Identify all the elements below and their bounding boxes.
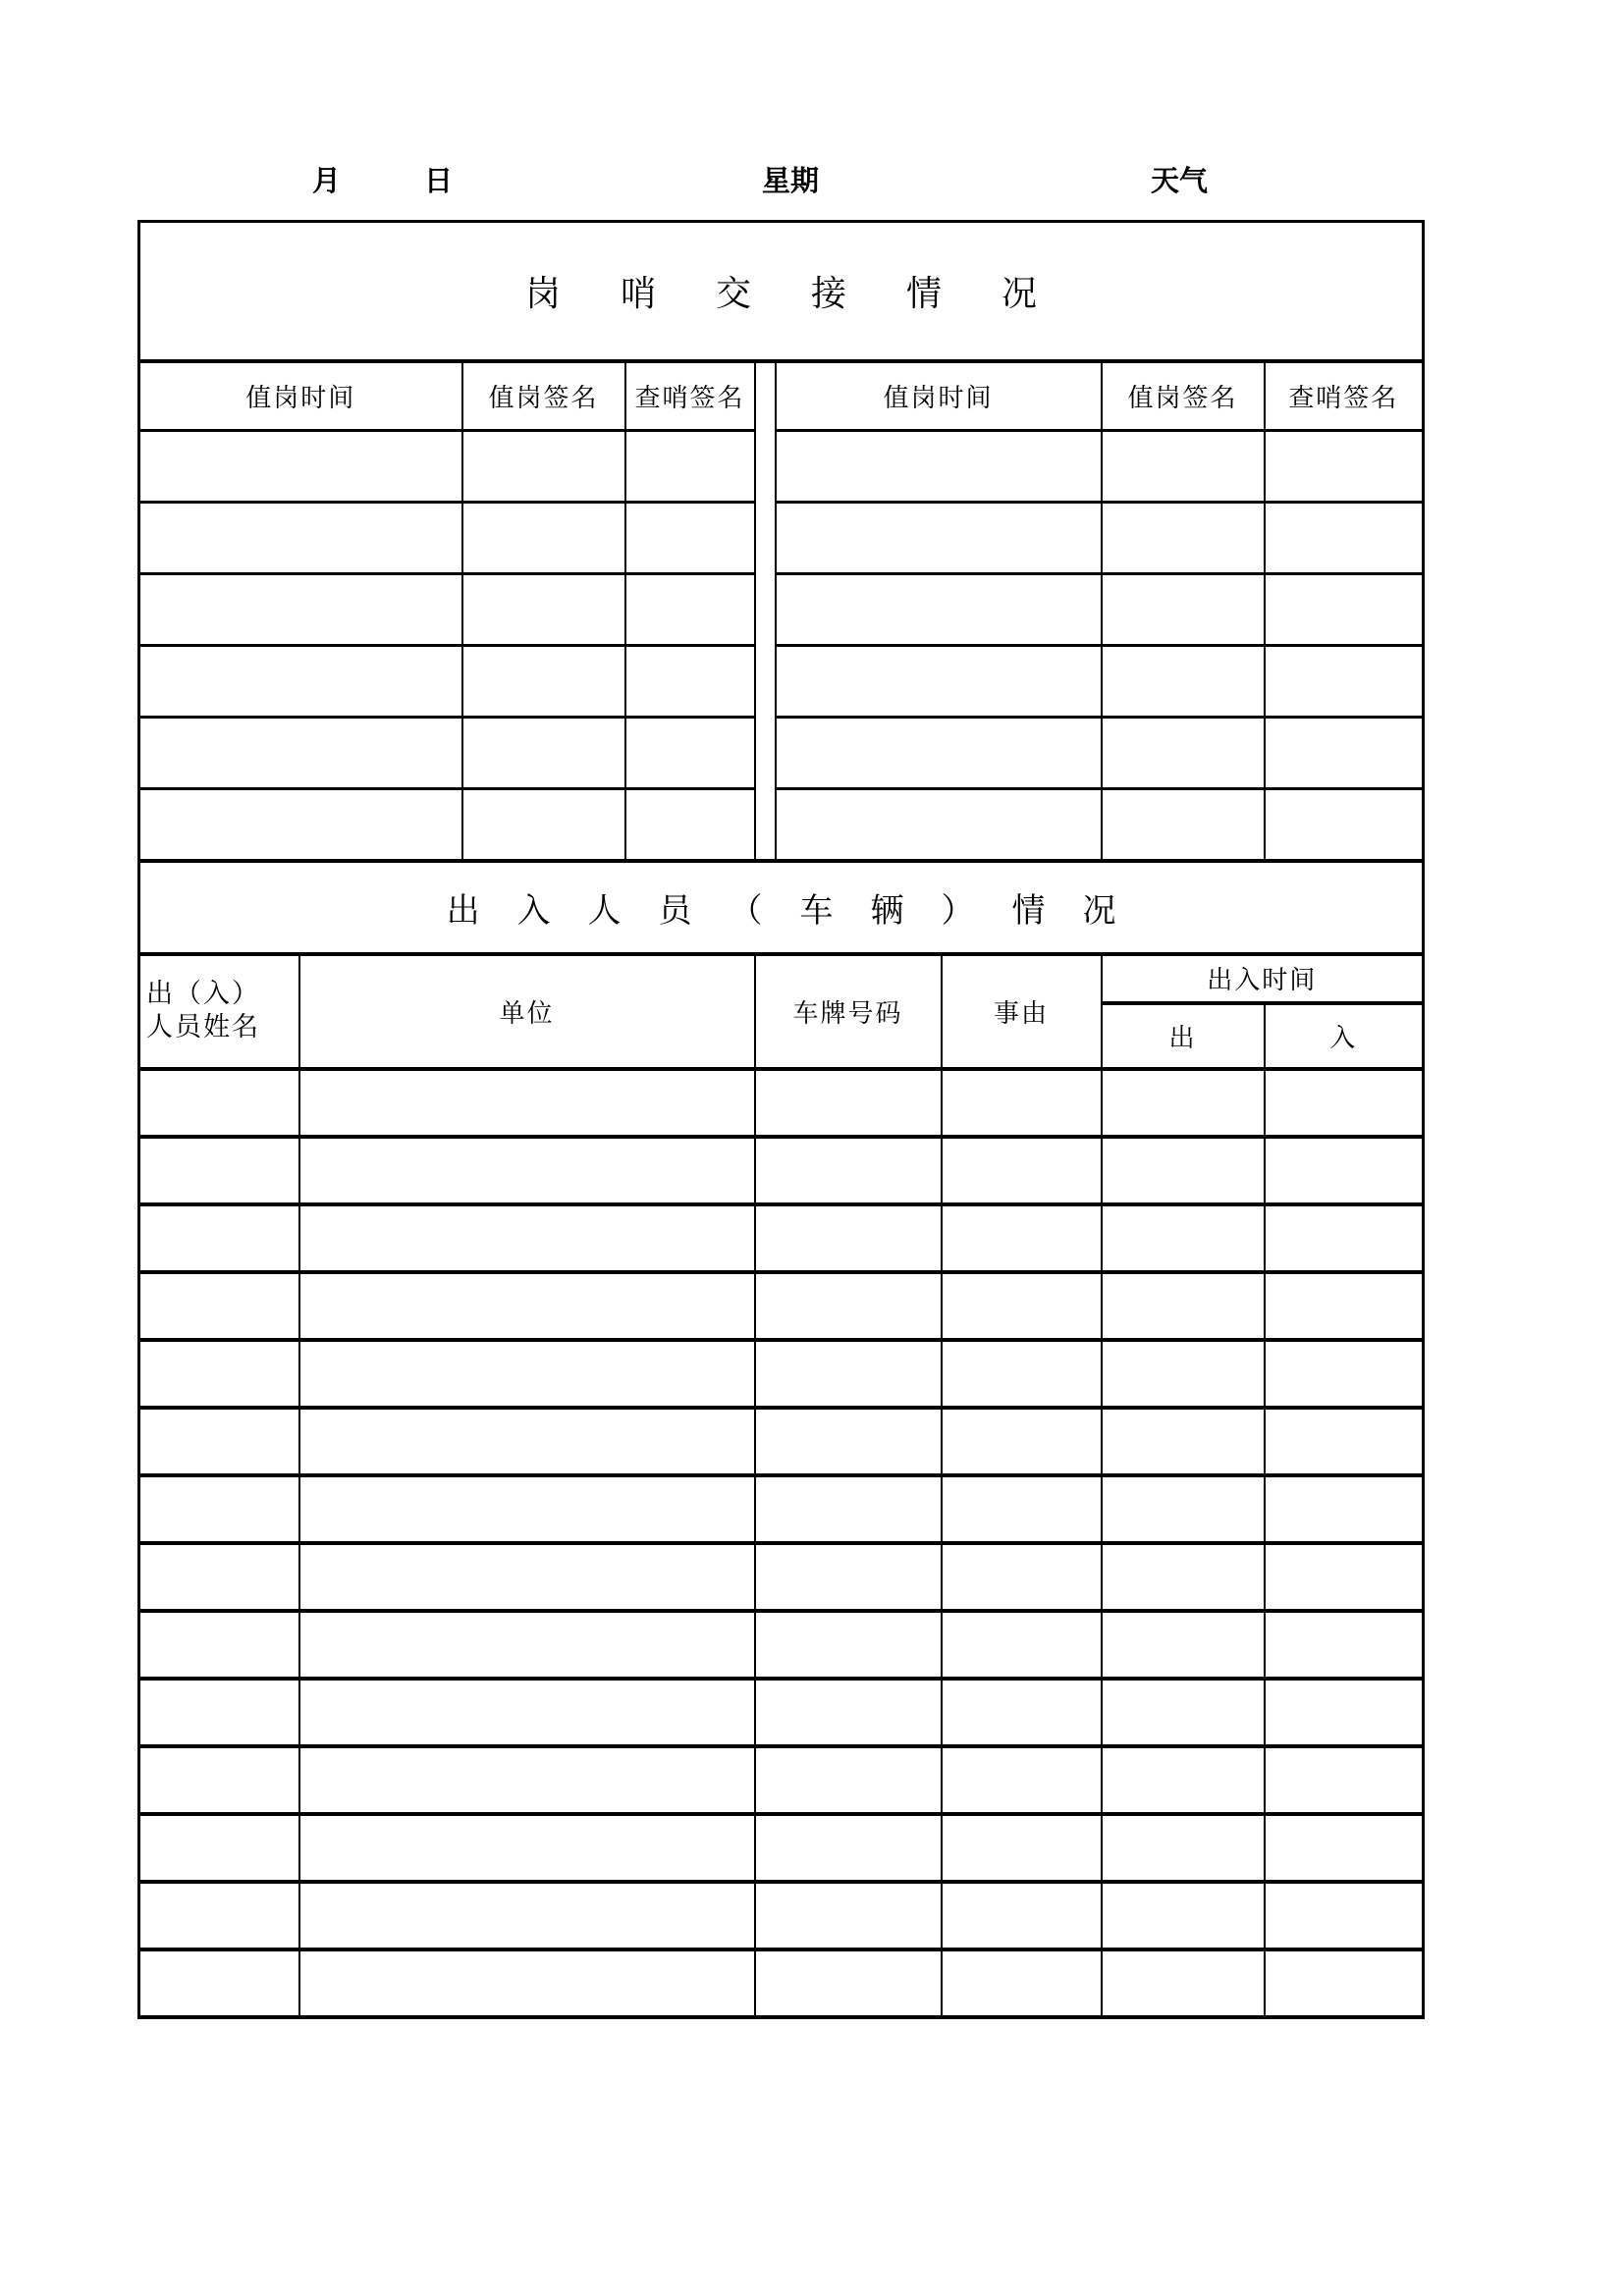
empty-cell-person [139,1272,299,1340]
empty-cell-plate [755,1746,942,1814]
guard-row [139,718,1424,789]
col-person-name-line2: 人员姓名 [146,1012,260,1041]
weather-label: 天气 [1151,166,1209,197]
empty-cell-reason [942,1543,1102,1611]
empty-cell-time-out [1102,1611,1265,1679]
empty-cell-plate [755,1679,942,1746]
empty-cell-reason [942,1204,1102,1272]
empty-cell-time-in [1265,1949,1424,2017]
empty-cell-reason [942,1137,1102,1204]
week-label: 星期 [762,166,820,197]
empty-cell-reason [942,1882,1102,1949]
empty-cell-time-in [1265,1679,1424,1746]
guard-row [139,646,1424,718]
form-table [137,220,1425,2019]
empty-cell-reason [942,1272,1102,1340]
empty-cell-reason [942,1475,1102,1543]
empty-cell-duty-sign-left [462,431,625,503]
entry-section-title: 出入人员（车辆）情况 [139,861,1424,954]
empty-cell-reason [942,1408,1102,1475]
empty-cell-plate [755,1814,942,1882]
empty-cell-time-out [1102,1882,1265,1949]
empty-cell-plate [755,1543,942,1611]
col-duty-sign-left: 值岗签名 [462,361,625,431]
empty-cell-reason [942,1340,1102,1408]
empty-cell-duty-sign-right [1102,718,1265,789]
entry-row [139,1679,1424,1746]
empty-cell-duty-time-right [776,503,1102,574]
empty-cell-unit [299,1340,755,1408]
empty-cell-duty-time-right [776,431,1102,503]
guard-header-row [139,361,1424,431]
entry-row [139,1069,1424,1137]
guard-row [139,431,1424,503]
empty-cell-plate [755,1475,942,1543]
entry-row [139,1408,1424,1475]
empty-cell-check-sign-left [625,431,755,503]
guard-row [139,503,1424,574]
empty-cell-check-sign-left [625,503,755,574]
empty-cell-check-sign-left [625,789,755,861]
guard-section-title: 岗哨交接情况 [139,222,1424,361]
empty-cell-check-sign-left [625,646,755,718]
empty-cell-person [139,1814,299,1882]
col-time-out: 出 [1102,1003,1265,1069]
empty-cell-unit [299,1814,755,1882]
empty-cell-check-sign-left [625,574,755,646]
empty-cell-duty-time-left [139,503,462,574]
empty-cell-person [139,1204,299,1272]
empty-cell-check-sign-right [1265,574,1424,646]
empty-cell-plate [755,1272,942,1340]
empty-cell-time-in [1265,1543,1424,1611]
entry-row [139,1949,1424,2017]
col-unit: 单位 [299,954,755,1069]
empty-cell-unit [299,1137,755,1204]
empty-cell-reason [942,1814,1102,1882]
empty-cell-plate [755,1340,942,1408]
empty-cell-time-out [1102,1204,1265,1272]
half-divider-gap [755,361,776,861]
empty-cell-time-out [1102,1475,1265,1543]
empty-cell-plate [755,1204,942,1272]
entry-header-row-top [139,954,1424,1003]
empty-cell-plate [755,1137,942,1204]
col-duty-sign-right: 值岗签名 [1102,361,1265,431]
empty-cell-plate [755,1882,942,1949]
empty-cell-duty-sign-left [462,718,625,789]
empty-cell-check-sign-right [1265,646,1424,718]
col-person-name-line1: 出（入） [146,979,260,1009]
empty-cell-time-in [1265,1272,1424,1340]
empty-cell-unit [299,1272,755,1340]
empty-cell-time-out [1102,1543,1265,1611]
empty-cell-time-out [1102,1408,1265,1475]
empty-cell-time-out [1102,1069,1265,1137]
entry-row [139,1475,1424,1543]
empty-cell-time-in [1265,1746,1424,1814]
month-label: 月 [312,166,342,197]
empty-cell-check-sign-left [625,718,755,789]
entry-row [139,1204,1424,1272]
empty-cell-person [139,1137,299,1204]
empty-cell-person [139,1882,299,1949]
empty-cell-unit [299,1475,755,1543]
empty-cell-person [139,1475,299,1543]
empty-cell-duty-sign-left [462,789,625,861]
empty-cell-time-in [1265,1340,1424,1408]
empty-cell-duty-time-right [776,574,1102,646]
entry-row [139,1137,1424,1204]
empty-cell-unit [299,1882,755,1949]
col-check-sign-right: 查哨签名 [1265,361,1424,431]
empty-cell-time-out [1102,1814,1265,1882]
empty-cell-unit [299,1204,755,1272]
empty-cell-duty-time-right [776,646,1102,718]
empty-cell-duty-sign-right [1102,431,1265,503]
guard-row [139,789,1424,861]
empty-cell-plate [755,1949,942,2017]
empty-cell-time-in [1265,1475,1424,1543]
empty-cell-duty-time-right [776,789,1102,861]
empty-cell-unit [299,1543,755,1611]
entry-row [139,1340,1424,1408]
empty-cell-reason [942,1746,1102,1814]
empty-cell-duty-sign-left [462,574,625,646]
guard-row [139,574,1424,646]
empty-cell-time-out [1102,1679,1265,1746]
col-time-group: 出入时间 [1102,954,1424,1003]
empty-cell-duty-sign-right [1102,574,1265,646]
col-plate: 车牌号码 [755,954,942,1069]
empty-cell-duty-sign-left [462,646,625,718]
empty-cell-unit [299,1408,755,1475]
col-duty-time-right: 值岗时间 [776,361,1102,431]
empty-cell-duty-time-left [139,789,462,861]
empty-cell-duty-sign-right [1102,789,1265,861]
col-check-sign-left: 查哨签名 [625,361,755,431]
empty-cell-duty-time-left [139,431,462,503]
empty-cell-person [139,1543,299,1611]
empty-cell-time-in [1265,1069,1424,1137]
empty-cell-time-out [1102,1746,1265,1814]
date-line [0,165,1624,200]
empty-cell-unit [299,1949,755,2017]
empty-cell-unit [299,1069,755,1137]
empty-cell-unit [299,1679,755,1746]
empty-cell-time-in [1265,1204,1424,1272]
col-duty-time-left: 值岗时间 [139,361,462,431]
entry-row [139,1543,1424,1611]
empty-cell-time-in [1265,1137,1424,1204]
empty-cell-time-in [1265,1814,1424,1882]
empty-cell-plate [755,1611,942,1679]
empty-cell-time-out [1102,1272,1265,1340]
col-reason: 事由 [942,954,1102,1069]
empty-cell-check-sign-right [1265,431,1424,503]
empty-cell-duty-time-left [139,646,462,718]
empty-cell-person [139,1069,299,1137]
empty-cell-duty-time-left [139,574,462,646]
empty-cell-plate [755,1069,942,1137]
empty-cell-time-in [1265,1408,1424,1475]
empty-cell-reason [942,1679,1102,1746]
day-label: 日 [424,166,454,197]
empty-cell-duty-sign-right [1102,503,1265,574]
empty-cell-time-in [1265,1611,1424,1679]
empty-cell-person [139,1611,299,1679]
empty-cell-check-sign-right [1265,789,1424,861]
empty-cell-person [139,1408,299,1475]
empty-cell-person [139,1340,299,1408]
empty-cell-reason [942,1949,1102,2017]
entry-section-title-row [139,861,1424,954]
entry-row [139,1746,1424,1814]
empty-cell-time-out [1102,1340,1265,1408]
empty-cell-duty-sign-left [462,503,625,574]
entry-row [139,1611,1424,1679]
empty-cell-reason [942,1069,1102,1137]
entry-row [139,1814,1424,1882]
empty-cell-reason [942,1611,1102,1679]
empty-cell-duty-sign-right [1102,646,1265,718]
empty-cell-unit [299,1746,755,1814]
col-time-in: 入 [1265,1003,1424,1069]
empty-cell-check-sign-right [1265,718,1424,789]
empty-cell-person [139,1949,299,2017]
entry-row [139,1882,1424,1949]
empty-cell-person [139,1679,299,1746]
empty-cell-duty-time-right [776,718,1102,789]
empty-cell-duty-time-left [139,718,462,789]
empty-cell-plate [755,1408,942,1475]
entry-row [139,1272,1424,1340]
guard-section-title-row [139,222,1424,361]
empty-cell-unit [299,1611,755,1679]
empty-cell-person [139,1746,299,1814]
col-person-name [139,954,299,1069]
empty-cell-time-out [1102,1137,1265,1204]
empty-cell-time-in [1265,1882,1424,1949]
empty-cell-time-out [1102,1949,1265,2017]
empty-cell-check-sign-right [1265,503,1424,574]
